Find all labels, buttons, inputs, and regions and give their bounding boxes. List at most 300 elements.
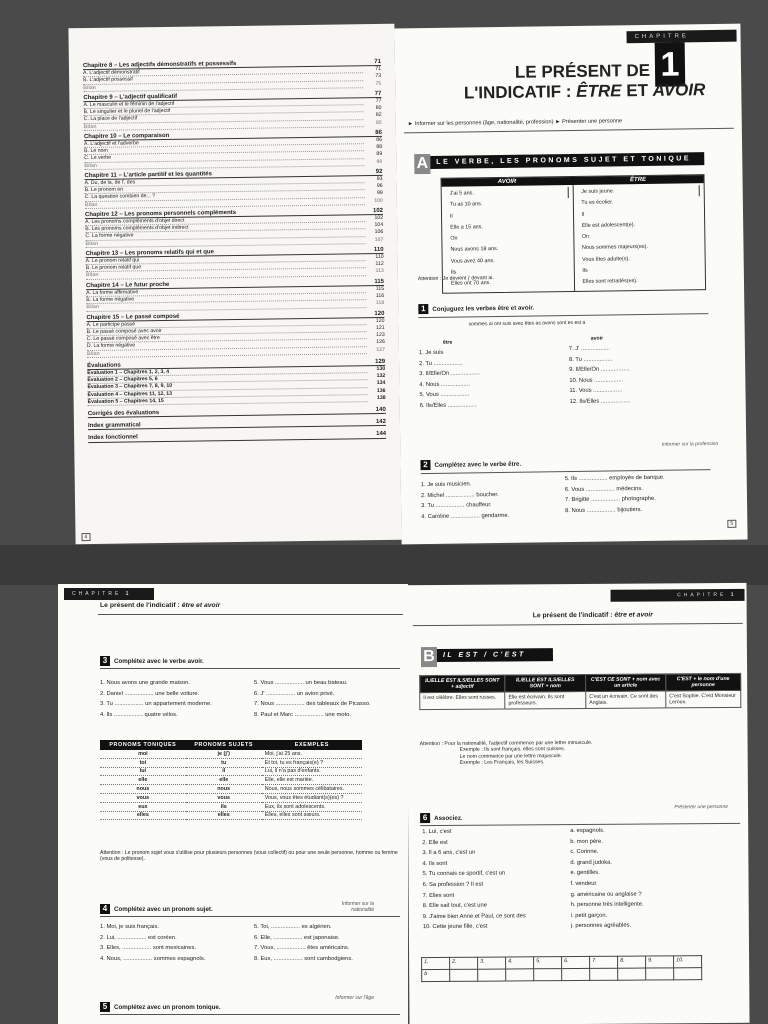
conj-avoir-line: Elle a 15 ans. [450, 224, 483, 231]
exercise-item: 4. Ils .................. quatre vélos. [100, 711, 178, 718]
toc-row-title: A. Le pronom relatif qui [86, 254, 366, 265]
toc-row-title: B. Le passé composé avec avoir [87, 325, 367, 336]
toc-row-page: 107 [374, 236, 384, 243]
toc-chapter-title: Chapitre 13 – Les pronoms relatifs qui et que [85, 249, 214, 257]
divider [404, 128, 734, 133]
divider [98, 614, 403, 615]
toc-row-page: 75 [375, 80, 382, 87]
tab-number: 1 [730, 591, 737, 598]
toc-row-page: 99 [376, 190, 383, 197]
exercise-4-tag: Informer sur la nationalité [341, 901, 374, 913]
exercise-6-title: Associez. [434, 814, 463, 822]
toc-chapter-title: Chapitre 10 – Le comparaison [83, 132, 170, 140]
table-row [100, 758, 362, 767]
conj-head-avoir: AVOIR [497, 178, 517, 186]
exercise-4-col-2 [254, 922, 353, 964]
exercise-item: 11. Vous .................. [569, 387, 623, 395]
toc-chapter-title: Chapitre 15 – Le passé composé [86, 313, 180, 321]
toc-row-page: 132 [376, 373, 386, 380]
toc-row-page: 90 [376, 158, 383, 165]
table-cell: je (j') [186, 750, 262, 758]
toc-row-page: 86 [376, 136, 383, 144]
exercise-item: 2. Lui, .................. est coréen. [100, 934, 177, 941]
exercise-5-number: 5 [100, 1002, 110, 1012]
toc-row-page: 130 [376, 365, 386, 372]
table-cell: vous [100, 793, 186, 802]
toc-row-title: Bilan [86, 300, 366, 311]
match-left-item: 8. Elle sait tout, c'est une [422, 902, 487, 910]
toc-chapter-title: Chapitre 11 – L'article partitif et les quantités [84, 171, 212, 179]
toc-row-page: 77 [375, 97, 382, 105]
table-cell: C'est un écrivain. Ce sont des Anglais. [586, 691, 666, 709]
running-head-text: Le présent de l'indicatif : [532, 611, 615, 620]
chapter-tab: CHAPITRE [626, 30, 736, 44]
table-cell: Moi, j'ai 25 ans. [262, 750, 362, 758]
exercise-6-header [420, 813, 463, 823]
toc-row-title: A. Du, de la, de l', des [85, 176, 365, 187]
exercise-6-left [422, 826, 526, 933]
exercise-item: 6. Ils/Elles .................. [419, 402, 477, 410]
exercise-item: 5. Toi, .................. es algérien. [254, 924, 332, 930]
table-cell: Elles, elles sont sœurs. [262, 811, 362, 820]
toc-row-page: 123 [376, 332, 385, 339]
exercise-item: 2. Michel .................. boucher. [420, 491, 499, 499]
table-header-cell: C'EST CE SONT + nom avec un article [586, 674, 666, 692]
table-cell: Eux, ils sont adolescents. [262, 802, 362, 811]
toc-row-page: 102 [374, 214, 384, 222]
exercise-1-col-1 [419, 347, 480, 411]
conj-avoir-line: Il [450, 213, 453, 220]
chapter-tab-right [611, 589, 745, 602]
exercise-item: 2. Tu .................. [419, 360, 463, 367]
table-of-contents [83, 56, 386, 443]
toc-row-title: Bilan [84, 120, 364, 131]
attention-note: Attention : Je devient j' devant ai. [417, 275, 494, 283]
attention-3-text: Attention : Pour la nationalité, l'adjectif commence par une lettre minuscule. [419, 739, 593, 748]
col-head-etre: être [442, 339, 453, 346]
exercise-item: 6. Vous .................. médecins. [564, 485, 643, 493]
match-right-item: e. gentilles. [570, 870, 600, 877]
toc-row-page: 113 [375, 268, 384, 275]
conj-avoir-line: Nous avons 18 ans. [450, 246, 499, 254]
section-a-title: LE VERBE, LES PRONOMS SUJET ET TONIQUE [430, 152, 704, 169]
title-line-2: L'INDICATIF : [463, 81, 577, 103]
title-et: ET [621, 80, 653, 101]
grid-answer-cell[interactable] [562, 968, 590, 980]
section-b-title: IL EST / C'EST [437, 648, 553, 662]
objectives: ► Informer sur les personnes (âge, nationalité, profession) ► Présenter une personne [407, 118, 623, 128]
grid-answer-cell[interactable] [506, 969, 534, 981]
toc-row-page: 121 [375, 324, 385, 331]
toc-row-title: A. Le masculin et le féminin de l'adjectif [83, 98, 363, 109]
toc-chapter-title: Chapitre 12 – Les pronoms personnels compléments [84, 209, 237, 218]
table-cell: Nous, nous sommes célibataires. [262, 785, 362, 794]
exercise-2-col-2 [565, 473, 665, 517]
grid-number-cell: 7. [590, 956, 618, 968]
table-header-cell: IL/ELLE EST ILS/ELLES SONT + nom [505, 674, 586, 692]
answer-grid [421, 955, 702, 982]
exercise-item: 4. Nous .................. [419, 381, 471, 388]
running-head-italic: être et avoir [614, 611, 653, 619]
toc-row-page: 100 [374, 197, 383, 204]
toc-row-title: Bilan [85, 237, 365, 248]
exercise-1-number: 1 [418, 304, 428, 314]
table-cell: il [186, 767, 262, 776]
chapter-tab-left [64, 588, 154, 600]
grid-number-cell: 2. [450, 957, 478, 969]
chapter-number: 1 [655, 42, 686, 86]
toc-row-page: 115 [375, 285, 385, 292]
toc-row-title: Bilan [84, 159, 364, 170]
toc-index-fonctionnel-title: Index fonctionnel [88, 434, 138, 442]
conj-etre-line: On [581, 233, 590, 241]
exercise-item: 4. Nous, .................. sommes espagnols. [100, 955, 206, 962]
match-right-item: h. personne très intelligente. [570, 901, 644, 909]
chapter-title [435, 61, 650, 83]
toc-index-fonctionnel-page: 144 [376, 431, 387, 438]
exercise-6-right [570, 826, 644, 932]
table-cell: Elle, elle est mariée. [262, 776, 362, 785]
table-cell: elles [186, 811, 262, 820]
exercise-item: 6. Elle, .................. est japonaise. [254, 934, 340, 941]
toc-row-page: 112 [375, 261, 384, 268]
toc-row-page: 82 [375, 112, 382, 119]
table-cell: tu [186, 758, 262, 767]
exercise-item: 8. Eux, .................. sont cambodgiens. [254, 955, 353, 962]
toc-row-page: 118 [375, 300, 385, 307]
toc-row-page: 136 [376, 387, 386, 394]
conj-etre-line: Tu es écolier. [581, 199, 614, 207]
exercise-3-col-1 [100, 678, 212, 720]
table-header-cell: IL/ELLE EST ILS/ELLES SONT + adjectif [420, 675, 505, 693]
table-row [420, 690, 741, 709]
exercise-item: 7. Vous, .................. êtes américains. [254, 945, 350, 952]
table-cell: toi [100, 758, 186, 767]
grid-number-cell: 5. [534, 957, 562, 969]
conj-etre-line: Ils [582, 267, 588, 274]
match-left-item: 9. J'aime bien Anne et Paul, ce sont des [422, 913, 526, 920]
table-cell: Et toi, tu es français(e) ? [262, 758, 362, 767]
toc-row-title: Bilan [87, 347, 367, 358]
grid-answer-cell[interactable] [590, 968, 618, 980]
exercise-5-title: Complétez avec un pronom tonique. [114, 1003, 221, 1011]
match-left-item: 3. Il a 6 ans, c'est un [422, 849, 476, 857]
toc-row-page: 110 [375, 254, 384, 261]
table-row [100, 767, 362, 776]
table-row [100, 750, 362, 758]
conj-avoir-line: Elles ont 70 ans. [450, 280, 491, 288]
toc-row-page: 96 [376, 183, 383, 190]
divider [100, 668, 400, 669]
chapter-title-2 [405, 80, 705, 103]
toc-row-page: 85 [375, 119, 382, 126]
attention-example-line: Exemple : Les Français, les Suisses. [459, 759, 545, 767]
toc-row-page: 88 [376, 144, 383, 151]
toc-row-page: 73 [375, 73, 382, 80]
exercise-5-tag: Informer sur l'âge [335, 995, 374, 1001]
exercise-item: 1. Moi, je suis français. [100, 924, 159, 930]
toc-row-title: Évaluation 4 – Chapitres 11, 12, 13 [87, 388, 367, 399]
table-header-row [100, 740, 362, 750]
toc-row-page: 89 [376, 151, 383, 158]
table-header-cell: PRONOMS SUJETS [186, 740, 262, 750]
grid-answer-cell[interactable] [674, 968, 702, 980]
exercise-2-title: Complétez avec le verbe être. [434, 460, 522, 469]
toc-row-title: C. La place de l'adjectif [84, 113, 364, 124]
exercise-5-header [100, 1002, 221, 1012]
toc-row-title: C. La question combien de... ? [85, 191, 365, 202]
tab-number: 1 [125, 591, 132, 597]
exercise-item: 7. Brigitte .................. photographe. [564, 496, 656, 504]
table-row [100, 802, 362, 811]
attention-note-2: Attention : Le pronom sujet vous s'utilise pour plusieurs personnes (vous collectif) ou pour une seule personne, homme ou femme (vous de politesse). [100, 850, 398, 863]
toc-row-page: 126 [376, 339, 385, 346]
table-cell: Elle est écrivain. Ils sont professeurs. [505, 691, 586, 709]
grid-answer-cell[interactable] [534, 969, 562, 981]
toc-row-title: B. Le singulier et le pluriel de l'adjectif [84, 105, 364, 116]
exercise-item: 3. Elles, .................. sont mexicaines. [100, 945, 197, 952]
exercise-item: 2. Daniel .................. une belle voiture. [100, 690, 200, 697]
table-cell: Lui, il n'a pas d'enfants. [262, 767, 362, 776]
conj-etre-line: Elle est adolescent(e). [581, 221, 636, 229]
conj-etre-line: Elles sont retraités(es). [582, 278, 638, 286]
exercise-1-title: Conjuguez les verbes être et avoir. [432, 304, 535, 313]
toc-row-page: 71 [375, 66, 382, 73]
title-etre: ÊTRE [576, 81, 622, 101]
toc-evaluations-label: Évaluations [87, 362, 121, 369]
exercise-item: 10. Nous .................. [569, 377, 624, 384]
toc-row-page: 104 [374, 222, 384, 229]
match-right-item: j. personnes agréables. [570, 922, 632, 930]
table-row [100, 785, 362, 794]
exercise-4-title: Complétez avec un pronom sujet. [114, 905, 213, 913]
exercise-item: 5. Ils .................. employés de banque. [564, 474, 665, 483]
scan-gap [0, 545, 768, 585]
match-left-item: 4. Ils sont [422, 860, 448, 867]
toc-row-title: B. Les pronoms compléments d'objet indirect [85, 222, 365, 233]
table-header-cell: C'EST + le nom d'une personne [666, 673, 741, 691]
running-head-left [100, 602, 220, 609]
running-head-text: Le présent de l'indicatif : [100, 602, 182, 609]
table-row [100, 776, 362, 785]
section-b-letter: B [421, 647, 437, 667]
conj-etre-line: Il [581, 211, 585, 218]
match-left-item: 5. Tu connais ce sportif, c'est un [422, 870, 506, 878]
conj-etre-line: Vous êtes adulte(s). [582, 255, 630, 263]
toc-row-title: A. La forme affirmative [86, 286, 366, 297]
table-cell: elle [186, 776, 262, 785]
exercise-3-col-2 [254, 678, 371, 720]
match-right-item: c. Corinne. [570, 849, 599, 856]
exercise-2-tag: Informer sur la profession [661, 440, 719, 448]
table-cell: C'est Sophie. C'est Monsieur Leroux. [666, 690, 741, 708]
grid-answer-row [422, 968, 702, 982]
toc-index-grammatical [88, 419, 386, 430]
exercise-item: 8. Paul et Marc .................. une moto. [254, 711, 351, 718]
toc-evaluations-page: 129 [375, 358, 386, 365]
toc-chapter-title: Chapitre 8 – Les adjectifs démonstratifs et possessifs [82, 60, 237, 70]
toc-row-title: Évaluation 5 – Chapitres 14, 15 [88, 395, 368, 406]
tab-label: CHAPITRE [72, 591, 122, 597]
table-cell: elle [100, 776, 186, 785]
table-row [100, 811, 362, 820]
match-left-item: 1. Lui, c'est [422, 828, 452, 836]
conj-avoir-line: Ils [450, 269, 457, 276]
exercise-2-col-1 [421, 479, 510, 523]
page-number-left: 4 [81, 533, 90, 541]
toc-row-page: 134 [376, 380, 386, 387]
exercise-item: 1. Je suis [418, 349, 444, 357]
toc-chapter-title: Chapitre 14 – Le futur proche [85, 281, 170, 289]
exercise-item: 9. Il/Elle/On .................. [569, 366, 630, 374]
exercise-item: 7. Nous .................. des tableaux de Picasso. [254, 701, 371, 708]
grid-number-cell: 3. [478, 957, 506, 969]
exercise-1-col-2 [569, 343, 630, 407]
table-cell: Vous, vous êtes étudiant(s)(es) ? [262, 793, 362, 802]
match-left-item: 6. Sa profession ? Il est [422, 881, 484, 889]
running-head-right [533, 611, 653, 619]
toc-row-title: C. Le verbe [84, 152, 364, 163]
toc-row-page: 138 [376, 394, 386, 401]
toc-chapter-page: 110 [373, 246, 384, 253]
exercise-3-title: Complétez avec le verbe avoir. [114, 657, 204, 665]
table-cell: lui [100, 767, 186, 776]
table-header-cell: PRONOMS TONIQUES [100, 740, 186, 750]
exercise-item: 8. Nous .................. bijoutiers. [565, 506, 643, 514]
toc-index-grammatical-page: 142 [375, 419, 386, 426]
exercise-page-right [406, 583, 749, 1024]
table-cell: eux [100, 802, 186, 811]
grid-answer-cell[interactable] [478, 969, 506, 981]
toc-row-title: Bilan [83, 81, 363, 92]
exercise-2-number: 2 [420, 460, 430, 470]
tab-label: CHAPITRE [677, 591, 727, 599]
table-cell: ils [186, 802, 262, 811]
toc-row-title: Évaluation 2 – Chapitres 5, 6 [87, 373, 367, 384]
exercise-4-col-1 [100, 922, 205, 964]
table-row [100, 793, 362, 802]
match-right-item: f. vendeur. [570, 880, 598, 888]
match-left-item: 7. Elles sont [422, 892, 455, 899]
exercise-item: 1. Je suis musicien. [420, 481, 472, 489]
grid-answer-cell[interactable] [618, 968, 646, 980]
grid-number-cell: 8. [618, 956, 646, 968]
il-est-cest-table [419, 673, 741, 710]
toc-row-title: Évaluation 3 – Chapitres 7, 8, 9, 10 [87, 380, 367, 391]
grid-number-cell: 1. [422, 957, 450, 969]
exercise-item: 6. J' .................. un avion privé. [254, 690, 335, 697]
attention-note-3 [420, 739, 740, 767]
toc-row-title: C. Le passé composé avec être [87, 332, 367, 343]
divider [413, 623, 743, 626]
exercise-item: 12. Ils/Elles .................. [569, 398, 630, 405]
toc-corriges [88, 407, 386, 418]
table-header-cell: EXEMPLES [262, 740, 362, 750]
grid-number-cell: 9. [646, 956, 674, 968]
exercise-2-header [420, 459, 521, 470]
grid-answer-cell[interactable] [646, 968, 674, 980]
running-head-italic: être et avoir [181, 602, 221, 609]
grid-number-cell: 10. [674, 956, 702, 968]
toc-row-title: Évaluation 1 – Chapitres 1, 2, 3, 4 [87, 366, 367, 377]
toc-row-title: C. La forme négative [85, 230, 365, 241]
toc-row-title: A. L'adjectif démonstratif [83, 66, 363, 77]
toc-chapter-page: 120 [374, 310, 385, 317]
toc-index-fonctionnel [88, 431, 386, 442]
toc-chapter-page: 86 [375, 129, 382, 136]
table-cell: Il est célèbre. Elles sont russes. [420, 692, 505, 710]
divider [421, 469, 711, 474]
conj-etre-line: Je suis jeune. [577, 185, 700, 198]
match-left-item: 2. Elle est [422, 839, 448, 846]
toc-row-title: B. Le nom [84, 144, 364, 155]
match-right-item: d. grand judoka. [570, 859, 613, 866]
exercise-page-left [58, 584, 408, 1024]
toc-row-page: 106 [374, 229, 384, 236]
exercise-3-number: 3 [100, 656, 110, 666]
toc-index-grammatical-title: Index grammatical [87, 422, 141, 430]
toc-chapter-page: 77 [374, 90, 382, 97]
divider [100, 1014, 400, 1015]
exercise-3-header [100, 656, 204, 666]
table-cell: moi [100, 750, 186, 758]
toc-row-title: B. L'adjectif possessif [83, 74, 363, 85]
toc-row-title: Bilan [85, 198, 365, 209]
toc-chapter-page: 71 [374, 58, 381, 66]
toc-row-title: A. L'adjectif et l'adverbe [84, 137, 364, 148]
toc-row-page: 120 [375, 317, 385, 324]
title-avoir: AVOIR [652, 80, 706, 100]
table-cell: nous [186, 785, 262, 794]
toc-row-page: 80 [375, 105, 382, 112]
toc-row-title: D. La forme négative [87, 339, 367, 350]
toc-row-title: B. Le pronom en [85, 183, 365, 194]
toc-chapter-page: 115 [374, 278, 385, 285]
divider [100, 916, 400, 917]
grid-answer-cell[interactable] [450, 969, 478, 981]
exercise-4-header [100, 904, 213, 914]
toc-row-page: 93 [376, 175, 383, 183]
grid-answer-cell[interactable]: b [422, 969, 450, 981]
attention-example-line: Le nom commence par une lettre majuscule. [459, 752, 563, 760]
toc-corriges-title: Corrigés des évaluations [87, 410, 160, 418]
exercise-1-header [418, 303, 534, 315]
toc-row-title: B. Le pronom relatif que [86, 261, 366, 272]
table-cell: elles [100, 811, 186, 820]
title-line-1: LE PRÉSENT DE [514, 60, 651, 82]
page-number-right: 5 [727, 520, 736, 528]
divider [418, 313, 708, 318]
exercise-item: 3. Tu .................. un appartement moderne. [100, 701, 212, 708]
toc-row-title: B. La forme négative [86, 293, 366, 304]
pronouns-table [100, 740, 362, 820]
match-right-item: i. petit garçon. [570, 912, 608, 919]
exercise-item: 4. Caroline .................. gendarme. [421, 512, 510, 520]
word-bank: sommes ai ont suis avez êtes as avons sont es est a [468, 319, 586, 328]
conj-avoir-line: Tu as 10 ans. [449, 201, 483, 208]
toc-row-title: Bilan [86, 269, 366, 280]
exercise-4-number: 4 [100, 904, 110, 914]
exercise-item: 1. Nous avons une grande maison. [100, 680, 190, 686]
attention-examples [420, 745, 740, 766]
section-a-letter: A [414, 154, 430, 174]
exercise-item: 7. J' .................. [568, 345, 611, 353]
match-right-item: g. américaine ou anglaise ? [570, 891, 642, 898]
exercise-item: 8. Tu .................. [569, 356, 613, 363]
exercise-item: 3. Il/Elle/On .................. [419, 370, 480, 378]
conj-head-etre: ÊTRE [629, 176, 647, 184]
conj-avoir-line: Vous avez 40 ans. [450, 257, 495, 265]
